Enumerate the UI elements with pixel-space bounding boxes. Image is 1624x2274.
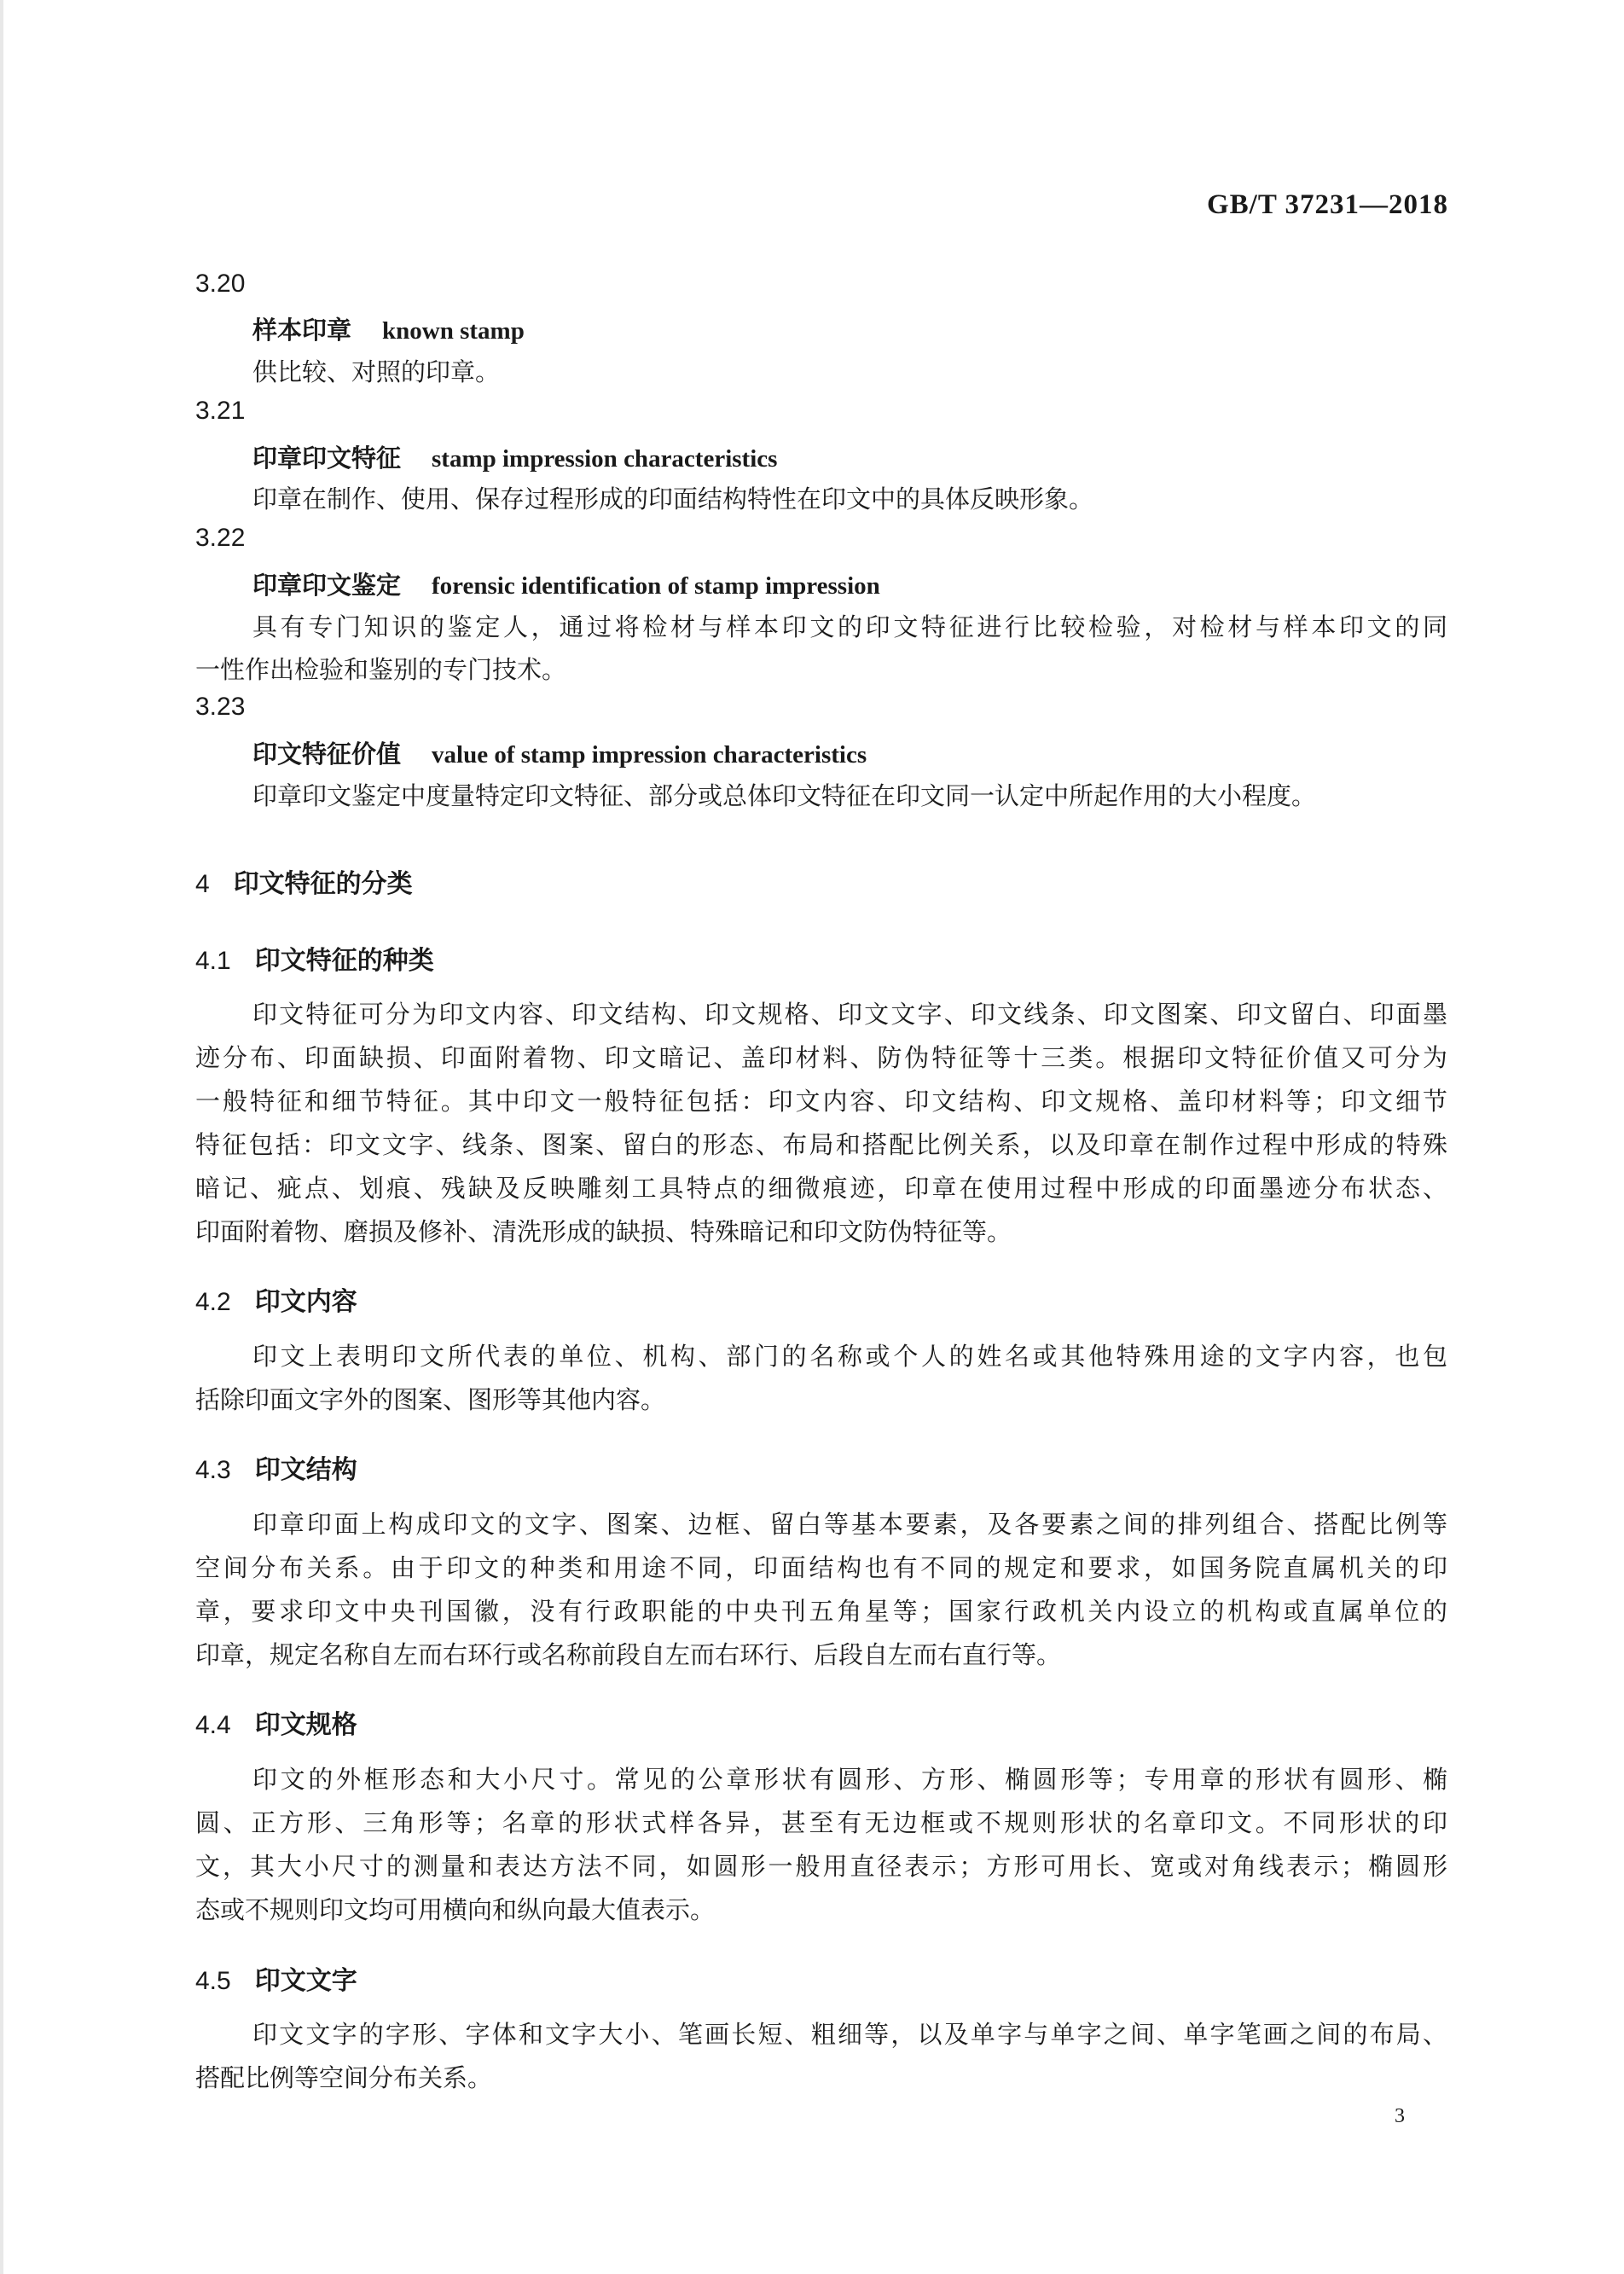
paragraph-line: 印文上表明印文所代表的单位、机构、部门的名称或个人的姓名或其他特殊用途的文字内容，也包 <box>252 1342 1447 1371</box>
term-cn: 样本印章 <box>252 316 352 345</box>
left-scan-border <box>0 0 3 2274</box>
paragraph-line: 括除印面文字外的图案、图形等其他内容。 <box>195 1385 666 1414</box>
term-definition: 一性作出检验和鉴别的专门技术。 <box>195 655 567 684</box>
paragraph-line: 迹分布、印面缺损、印面附着物、印文暗记、盖印材料、防伪特征等十三类。根据印文特征价值又可分为 <box>195 1043 1447 1072</box>
term-number: 3.23 <box>195 693 246 721</box>
subsection-heading: 4.1 印文特征的种类 <box>195 946 434 976</box>
term-title <box>252 439 777 474</box>
term-cn: 印章印文特征 <box>252 444 402 473</box>
term-cn: 印章印文鉴定 <box>252 571 402 600</box>
term-title <box>252 566 880 601</box>
section-heading: 4 印文特征的分类 <box>195 869 413 899</box>
term-definition: 供比较、对照的印章。 <box>252 357 501 386</box>
paragraph-line: 一般特征和细节特征。其中印文一般特征包括：印文内容、印文结构、印文规格、盖印材料等；印文细节 <box>195 1087 1447 1116</box>
subsection-heading: 4.4 印文规格 <box>195 1710 357 1740</box>
paragraph-line: 印文的外框形态和大小尺寸。常见的公章形状有圆形、方形、椭圆形等；专用章的形状有圆形、椭 <box>252 1765 1447 1794</box>
subsection-heading: 4.5 印文文字 <box>195 1966 357 1996</box>
paragraph-line: 暗记、疵点、划痕、残缺及反映雕刻工具特点的细微痕迹，印章在使用过程中形成的印面墨迹分布状态、 <box>195 1174 1447 1203</box>
term-en: stamp impression characteristics <box>432 445 778 473</box>
term-en: forensic identification of stamp impression <box>432 572 880 600</box>
term-cn: 印文特征价值 <box>252 740 402 769</box>
paragraph-line: 文，其大小尺寸的测量和表达方法不同，如圆形一般用直径表示；方形可用长、宽或对角线表示；椭圆形 <box>195 1852 1447 1881</box>
paragraph-line: 章，要求印文中央刊国徽，没有行政职能的中央刊五角星等；国家行政机关内设立的机构或直属单位的 <box>195 1597 1447 1626</box>
term-number: 3.22 <box>195 524 246 552</box>
term-number: 3.21 <box>195 397 246 425</box>
subsection-heading: 4.3 印文结构 <box>195 1455 357 1485</box>
term-title <box>252 311 525 346</box>
standard-number-header: GB/T 37231—2018 <box>1206 189 1448 220</box>
paragraph-line: 空间分布关系。由于印文的种类和用途不同，印面结构也有不同的规定和要求，如国务院直属机关的印 <box>195 1553 1447 1582</box>
paragraph-line: 印文文字的字形、字体和文字大小、笔画长短、粗细等，以及单字与单字之间、单字笔画之间的布局、 <box>252 2020 1447 2049</box>
paragraph-line: 搭配比例等空间分布关系。 <box>195 2063 493 2092</box>
paragraph-line: 特征包括：印文文字、线条、图案、留白的形态、布局和搭配比例关系，以及印章在制作过程中形成的特殊 <box>195 1130 1447 1159</box>
paragraph-line: 圆、正方形、三角形等；名章的形状式样各异，甚至有无边框或不规则形状的名章印文。不同形状的印 <box>195 1808 1447 1837</box>
term-title <box>252 735 867 770</box>
term-definition: 印章在制作、使用、保存过程形成的印面结构特性在印文中的具体反映形象。 <box>252 484 1094 513</box>
paragraph-line: 态或不规则印文均可用横向和纵向最大值表示。 <box>195 1895 716 1924</box>
paragraph-line: 印文特征可分为印文内容、印文结构、印文规格、印文文字、印文线条、印文图案、印文留白、印面墨 <box>252 1000 1447 1029</box>
term-en: known stamp <box>382 317 525 345</box>
term-definition: 具有专门知识的鉴定人，通过将检材与样本印文的印文特征进行比较检验，对检材与样本印文的同 <box>252 612 1447 641</box>
paragraph-line: 印章印面上构成印文的文字、图案、边框、留白等基本要素，及各要素之间的排列组合、搭配比例等 <box>252 1510 1447 1539</box>
subsection-heading: 4.2 印文内容 <box>195 1287 357 1317</box>
paragraph-line: 印章，规定名称自左而右环行或名称前段自左而右环行、后段自左而右直行等。 <box>195 1640 1062 1669</box>
term-en: value of stamp impression characteristics <box>432 741 867 769</box>
term-number: 3.20 <box>195 270 246 298</box>
page-number: 3 <box>1395 2105 1405 2127</box>
paragraph-line: 印面附着物、磨损及修补、清洗形成的缺损、特殊暗记和印文防伪特征等。 <box>195 1217 1012 1246</box>
term-definition: 印章印文鉴定中度量特定印文特征、部分或总体印文特征在印文同一认定中所起作用的大小程度。 <box>252 781 1317 810</box>
